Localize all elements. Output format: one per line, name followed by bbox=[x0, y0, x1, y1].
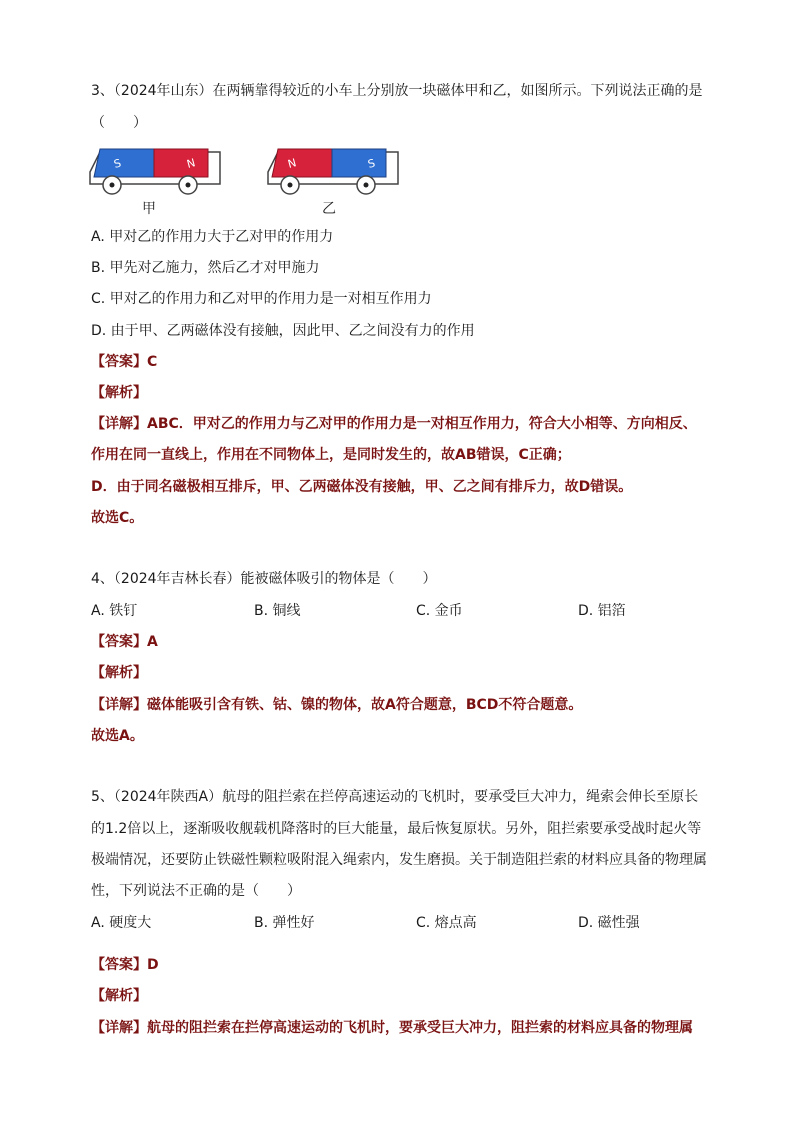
right-car-pole-right: S bbox=[366, 156, 377, 171]
q3-option-a: A. 甲对乙的作用力大于乙对甲的作用力 bbox=[91, 229, 334, 245]
q3-stem-line2: （ ） bbox=[91, 115, 147, 131]
q5-answer: 【答案】D bbox=[91, 957, 159, 973]
q4-detail: 【详解】磁体能吸引含有铁、钴、镍的物体，故A符合题意，BCD不符合题意。 bbox=[91, 697, 583, 713]
q5-option-a: A. 硬度大 bbox=[91, 915, 152, 931]
q3-detail-line2: 作用在同一直线上，作用在不同物体上，是同时发生的，故AB错误，C正确； bbox=[91, 447, 571, 463]
q4-stem: 4、（2024年吉林长春）能被磁体吸引的物体是（ ） bbox=[91, 571, 437, 587]
q3-figure bbox=[88, 140, 418, 206]
q3-option-c: C. 甲对乙的作用力和乙对甲的作用力是一对相互作用力 bbox=[91, 291, 432, 307]
q5-option-b: B. 弹性好 bbox=[254, 915, 315, 931]
left-car-pole-right: N bbox=[185, 156, 197, 171]
left-car-pole-left: S bbox=[112, 156, 123, 171]
q5-stem-line4: 性，下列说法不正确的是（ ） bbox=[91, 883, 301, 899]
magnet-cars-illustration bbox=[88, 140, 418, 202]
q5-option-d: D. 磁性强 bbox=[578, 915, 640, 931]
figure-label-jia: 甲 bbox=[142, 201, 156, 217]
q3-detail-line1: 【详解】ABC．甲对乙的作用力与乙对甲的作用力是一对相互作用力，符合大小相等、方向相反、 bbox=[91, 416, 697, 432]
q4-option-b: B. 铜线 bbox=[254, 603, 301, 619]
q4-answer: 【答案】A bbox=[91, 634, 158, 650]
q4-analysis-label: 【解析】 bbox=[91, 665, 147, 681]
left-cart bbox=[90, 149, 220, 194]
q3-analysis-label: 【解析】 bbox=[91, 385, 147, 401]
figure-label-yi: 乙 bbox=[322, 201, 336, 217]
q5-stem-line3: 极端情况，还要防止铁磁性颗粒吸附混入绳索内，发生磨损。关于制造阻拦索的材料应具备的物理属 bbox=[91, 852, 707, 868]
q5-option-c: C. 熔点高 bbox=[416, 915, 477, 931]
q3-stem-line1: 3、（2024年山东）在两辆靠得较近的小车上分别放一块磁体甲和乙，如图所示。下列说法正确的是 bbox=[91, 83, 703, 99]
q5-detail-line1: 【详解】航母的阻拦索在拦停高速运动的飞机时，要承受巨大冲力，阻拦索的材料应具备的物理属 bbox=[91, 1020, 693, 1036]
q5-analysis-label: 【解析】 bbox=[91, 988, 147, 1004]
q3-option-b: B. 甲先对乙施力，然后乙才对甲施力 bbox=[91, 260, 320, 276]
q3-option-d: D. 由于甲、乙两磁体没有接触，因此甲、乙之间没有力的作用 bbox=[91, 323, 475, 339]
right-car-pole-left: N bbox=[286, 156, 298, 171]
q4-conclusion: 故选A。 bbox=[91, 728, 144, 744]
q3-detail-line3: D．由于同名磁极相互排斥，甲、乙两磁体没有接触，甲、乙之间有排斥力，故D错误。 bbox=[91, 479, 633, 495]
q4-option-d: D. 铝箔 bbox=[578, 603, 626, 619]
q3-conclusion: 故选C。 bbox=[91, 510, 144, 526]
q5-stem-line2: 的1.2倍以上，逐渐吸收舰载机降落时的巨大能量，最后恢复原状。另外，阻拦索要承受战时起火等 bbox=[91, 821, 702, 837]
q3-answer: 【答案】C bbox=[91, 354, 158, 370]
q4-option-a: A. 铁钉 bbox=[91, 603, 138, 619]
q5-stem-line1: 5、（2024年陕西A）航母的阻拦索在拦停高速运动的飞机时，要承受巨大冲力，绳索会伸长至原长 bbox=[91, 789, 699, 805]
right-cart bbox=[268, 149, 398, 194]
q4-option-c: C. 金币 bbox=[416, 603, 463, 619]
